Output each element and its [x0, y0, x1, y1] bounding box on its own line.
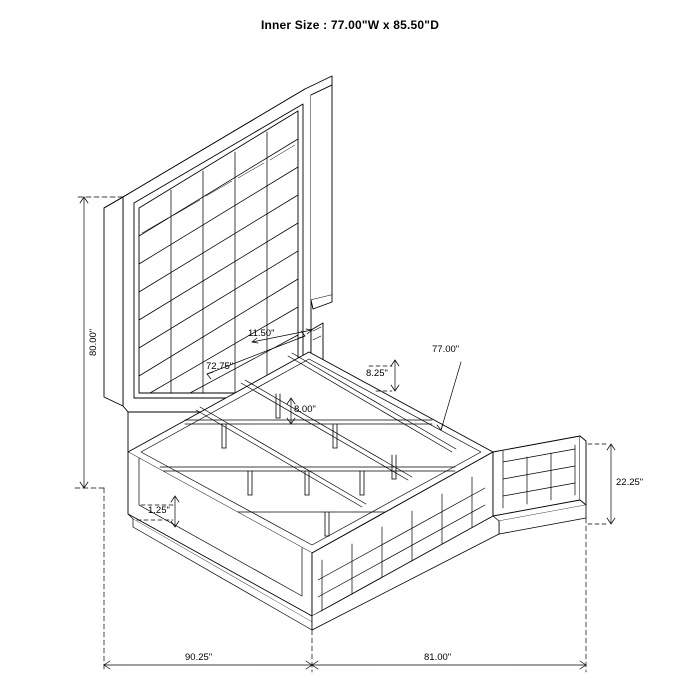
dimension-label-slat-height: 8.00" — [294, 404, 316, 415]
dimension-label-mattress-width: 77.00" — [432, 344, 460, 355]
dimension-label-headboard-panel-width: 72.75" — [206, 361, 234, 372]
dimension-label-footboard-height: 22.25" — [616, 477, 644, 488]
dimension-label-side-rail-height: 8.25" — [366, 368, 388, 379]
dimension-label-depth-back: 81.00" — [424, 652, 452, 663]
dimension-label-base-clearance: 1.25" — [148, 505, 170, 516]
dimension-label-depth-front: 90.25" — [185, 652, 213, 663]
page-title: Inner Size : 77.00"W x 85.50"D — [260, 18, 440, 32]
dimension-label-rail-thickness: 11.50" — [248, 328, 275, 339]
dimension-label-height-overall: 80.00" — [88, 328, 99, 356]
